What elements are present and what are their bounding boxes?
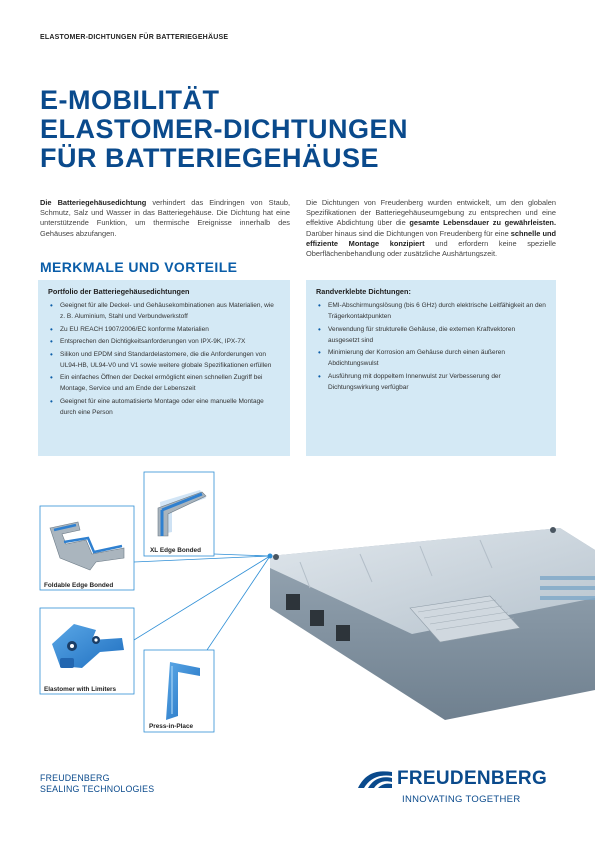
list-item: • Minimierung der Korrosion am Gehäuse durch einen äußeren Abdichtungswulst [316,347,546,369]
intro-right-t1: Die Dichtungen von Freudenberg wurden entwickelt, um den globalen Spezifikationen der Batteriegehäuseumgebung zu entsprechen und eine effektive Abdichtung über die [306,198,556,228]
logo-tagline: INNOVATING TOGETHER [402,794,521,805]
portfolio-box [38,280,290,456]
list-item: • Geeignet für alle Deckel- und Gehäusekombinationen aus Materialien, wie z. B. Aluminium, Stahl und Verbundwerkstoff [48,300,280,322]
portfolio-heading: Portfolio der Batteriegehäusedichtungen [48,287,190,296]
list-item: • Verwendung für strukturelle Gehäuse, die externen Kraftvektoren ausgesetzt sind [316,324,546,346]
footer-company-line-1: FREUDENBERG [40,773,110,783]
list-item: • Ein einfaches Öffnen der Deckel ermöglicht einen schnellen Zugriff bei Montage, Service und am Ende der Lebenszeit [48,372,280,394]
page-kicker: ELASTOMER-DICHTUNGEN FÜR BATTERIEGEHÄUSE [40,34,229,41]
page-title [40,86,408,173]
battery-housing [270,527,595,720]
intro-left-bold: Die Batteriegehäusedichtung [40,198,147,207]
intro-right-t3: und erfordern keine spezielle Oberflächenbehandlung oder zusätzliche Aushärtungszeit. [306,238,556,259]
intro-left-text: verhindert das Eindringen von Staub, Schmutz, Salz und Wasser in das Batteriegehäuse. Die Dichtung hat eine unterstützende Funktion, um thermische Ereignisse innerhalb des Gehäuses abzufangen. [40,198,291,238]
intro-right-t2: Darüber hinaus sind die Dichtungen von Freudenberg für eine [306,228,511,238]
edge-bonded-list [316,300,546,394]
freudenberg-wave-icon [356,768,394,790]
title-line-1: E-MOBILITÄT [40,85,220,115]
edge-bonded-heading: Randverklebte Dichtungen: [316,287,411,296]
intro-right-b2: schnelle und effiziente Montage konzipiert [306,228,556,248]
press-in-place-label: Press-in-Place [149,723,194,730]
intro-left [40,198,290,239]
callout-lines [134,554,270,650]
list-item: • EMI-Abschirmungslösung (bis 6 GHz) durch elektrische Leitfähigkeit an den Trägerkontaktpunkten [316,300,546,322]
list-item: • Zu EU REACH 1907/2006/EC konforme Materialien [48,324,280,335]
edge-bonded-box [306,280,556,456]
list-item: • Geeignet für eine automatisierte Montage oder eine manuelle Montage durch eine Person [48,396,280,418]
intro-right [306,198,556,259]
title-line-3: FÜR BATTERIEGEHÄUSE [40,143,380,173]
title-line-2: ELASTOMER-DICHTUNGEN [40,114,409,144]
logo-wordmark: FREUDENBERG [397,768,548,789]
list-item: • Ausführung mit doppeltem Innenwulst zur Verbesserung der Dichtungswirkung verfügbar [316,371,546,393]
footer-company-line-2: SEALING TECHNOLOGIES [40,783,155,794]
elastomer-with-limiters-label: Elastomer with Limiters [44,686,117,693]
freudenberg-logo [356,766,556,811]
press-in-place-panel [144,650,214,732]
intro-right-b1: gesamte Lebensdauer zu gewährleisten. [409,218,556,228]
battery-housing-illustration [0,458,595,748]
list-item: • Silikon und EPDM sind Standardelastomere, die die Anforderungen von UL94-HB, UL94-V0 und V1 sowie weitere globale Spezifikationen erfüllen [48,349,280,371]
features-heading: MERKMALE UND VORTEILE [40,259,238,275]
xl-edge-bonded-panel [144,472,214,556]
list-item: • Entsprechen den Dichtigkeitsanforderungen von IPX-9K, IPX-7X [48,336,280,347]
xl-edge-bonded-label: XL Edge Bonded [150,547,202,554]
foldable-edge-bonded-label: Foldable Edge Bonded [44,582,114,589]
elastomer-with-limiters-panel [40,608,134,694]
foldable-edge-bonded-panel [40,506,134,590]
footer-company [40,773,154,794]
portfolio-list [48,300,280,419]
